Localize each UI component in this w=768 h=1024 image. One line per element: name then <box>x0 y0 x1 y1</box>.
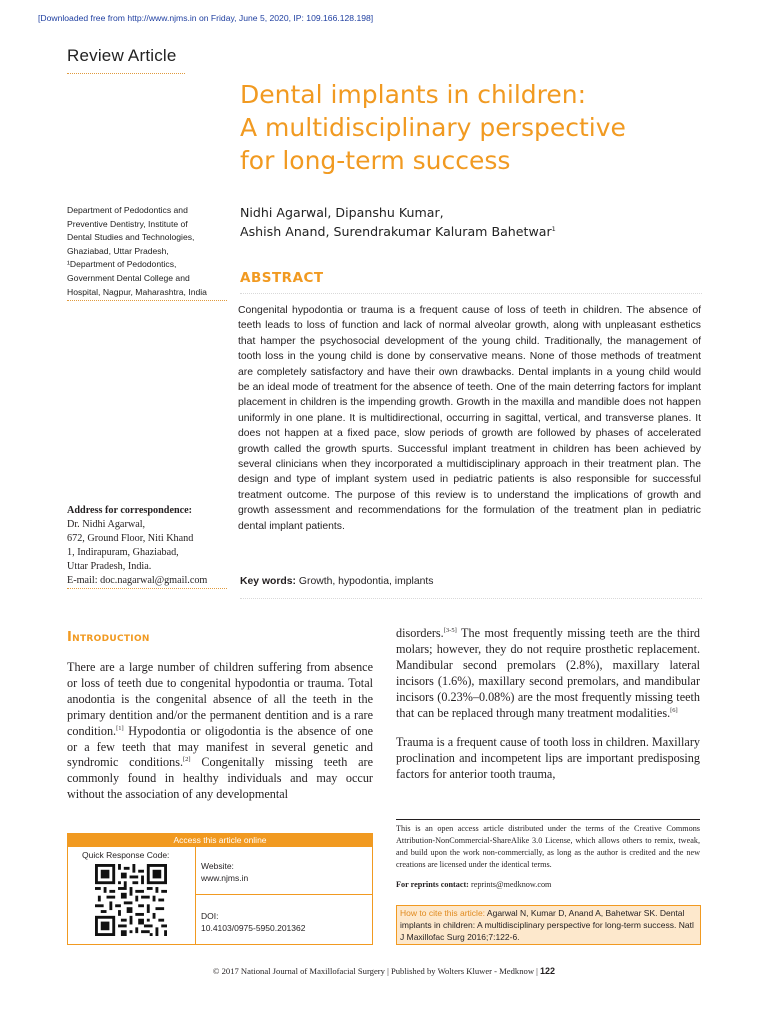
intro-left-column <box>67 660 373 803</box>
keywords-divider <box>240 598 702 599</box>
affiliation-line: Ghaziabad, Uttar Pradesh, <box>67 245 169 256</box>
qr-code-icon[interactable] <box>95 864 167 936</box>
website-label: Website: <box>201 861 234 871</box>
affiliation-line: Dental Studies and Technologies, <box>67 232 195 243</box>
website-link[interactable]: www.njms.in <box>201 873 249 883</box>
affiliation-marker: 1 <box>551 224 556 233</box>
author-names: Ashish Anand, Surendrakumar Kaluram Bahetwar <box>240 224 552 239</box>
affiliation-line: Preventive Dentistry, Institute of <box>67 218 188 229</box>
access-box-divider <box>195 894 373 895</box>
correspondence-line: Uttar Pradesh, India. <box>67 561 152 572</box>
access-box-divider <box>195 847 196 945</box>
license-divider <box>396 819 700 820</box>
doi-info <box>201 910 305 934</box>
affiliation-line: Department of Pedodontics and <box>67 205 188 215</box>
page-number: 122 <box>540 966 556 976</box>
page-footer <box>0 966 768 976</box>
intro-text: The most frequently missing teeth are the third molars; however, they do not require prosthetic replacement. Mandibular second premolars (2.8%), maxillary lateral incisors (1.6%), maxillary second premolars, and mandibular incisors (0.23%–0.08%) are the most frequently missing teeth that can be replaced through many treatment modalities. <box>396 626 700 720</box>
website-info <box>201 860 248 884</box>
correspondence-line: Dr. Nidhi Agarwal, <box>67 519 146 530</box>
cite-reference: Agarwal N, Kumar D, Anand A, Bahetwar SK. Dental implants in children: A multidisciplinary perspective for long-term success. Natl J Maxillofac Surg 2016;7:122-6. <box>400 908 694 942</box>
reprints-line <box>396 880 551 889</box>
section-divider <box>67 73 185 74</box>
qr-code-label: Quick Response Code: <box>82 850 170 860</box>
intro-right-column <box>396 626 700 783</box>
intro-paragraph: Trauma is a frequent cause of tooth loss in children. Maxillary proclination and incompetent lips are important predisposing factors for anterior tooth trauma, <box>396 735 700 782</box>
citation-ref[interactable]: [3-5] <box>443 626 457 634</box>
affiliation-line: Government Dental College and <box>67 272 190 283</box>
cite-label: How to cite this article: <box>400 908 486 918</box>
keywords-value: Growth, hypodontia, implants <box>298 576 434 587</box>
citation-ref[interactable]: [6] <box>670 706 678 714</box>
citation-ref[interactable]: [2] <box>183 756 191 764</box>
intro-paragraph <box>67 660 373 803</box>
affiliation-divider <box>67 300 227 301</box>
title-line: A multidisciplinary perspective <box>240 113 626 142</box>
title-line: Dental implants in children: <box>240 80 587 109</box>
reprints-label: For reprints contact: <box>396 880 469 889</box>
abstract-divider <box>240 293 702 294</box>
doi-label: DOI: <box>201 911 219 921</box>
title-line: for long-term success <box>240 146 511 175</box>
introduction-heading: Introduction <box>67 630 150 645</box>
correspondence-divider <box>67 588 227 589</box>
intro-text: There are a large number of children suffering from absence or loss of teeth due to congenital hypodontia or trauma. Total anodontia is the congenital absence of all the teeth in the primary dentition and/or the permanent dentition and is a rare condition. <box>67 660 373 738</box>
correspondence-line: 672, Ground Floor, Niti Khand <box>67 533 194 544</box>
intro-text: disorders. <box>396 626 444 640</box>
author-line <box>240 222 556 241</box>
abstract-text: Congenital hypodontia or trauma is a frequent cause of loss of teeth in children. The absence of teeth leads to loss of function and lack of normal alveolar growth, along with unpleasant esthetics that hamper the psychosocial development of the young child. Traditionally, the management of tooth loss in the young child is done by conservative means. None of those methods of treatment are completely satisfactory and have their own drawbacks. Dental implants in a young child would be an ideal mode of treatment for the absence of teeth. One of the main deterring factors for implant placement in children is the impending growth. Growth in the maxilla and mandible does not happen uniformly in one plane. It is multidirectional, occurring in sagittal, vertical, and transverse planes. It does not happen at a fixed pace, slow periods of growth are followed by phases of accelerated growth called the growth spurts. Successful implant treatment in children has been achieved by several clinicians when they incorporated a multidisciplinary approach in their treatment plan. The design and type of implant system used in pediatric patients is also responsible for successful treatment outcome. The purpose of this review is to understand the implications of growth and growth assessment and recommendations for the formulation of the treatment plan in pediatric dental implant patients. <box>238 305 701 532</box>
doi-link[interactable]: 10.4103/0975-5950.201362 <box>201 923 306 933</box>
correspondence-block <box>67 504 237 588</box>
article-type-label: Review Article <box>67 46 177 65</box>
footer-text: © 2017 National Journal of Maxillofacial Surgery | Published by Wolters Kluwer - Medknow | <box>212 966 538 976</box>
article-title <box>240 78 700 177</box>
access-online-header: Access this article online <box>67 833 373 847</box>
affiliation-line: Hospital, Nagpur, Maharashtra, India <box>67 286 207 297</box>
correspondence-email[interactable]: E-mail: doc.nagarwal@gmail.com <box>67 575 208 586</box>
license-text: This is an open access article distributed under the terms of the Creative Commons Attribution-NonCommercial-ShareAlike 3.0 License, which allows others to remix, tweak, and build upon the work non-commercially, as long as the author is credited and the new creations are licensed under the identical terms. <box>396 824 700 869</box>
affiliation-block <box>67 204 230 299</box>
correspondence-line: 1, Indirapuram, Ghaziabad, <box>67 547 179 558</box>
author-list <box>240 203 556 241</box>
affiliation-line: ¹Department of Pedodontics, <box>67 259 177 270</box>
citation-ref[interactable]: [1] <box>116 724 124 732</box>
keywords-label: Key words: <box>240 576 297 587</box>
download-notice: [Downloaded free from http://www.njms.in on Friday, June 5, 2020, IP: 109.166.128.198] <box>38 13 374 23</box>
reprints-email[interactable]: reprints@medknow.com <box>470 880 552 889</box>
abstract-heading: ABSTRACT <box>240 270 324 286</box>
cite-text <box>400 907 698 943</box>
intro-text: Congenitally missing teeth are commonly found in healthy individuals and may occur without the association of any developmental <box>67 755 373 802</box>
correspondence-label: Address for correspondence: <box>67 505 193 516</box>
intro-paragraph <box>396 626 700 721</box>
keywords-line <box>240 576 433 587</box>
author-line: Nidhi Agarwal, Dipanshu Kumar, <box>240 205 444 220</box>
intro-text: Hypodontia or oligodontia is the absence of one or a few teeth that may manifest in several genetic and syndromic conditions. <box>67 723 373 770</box>
